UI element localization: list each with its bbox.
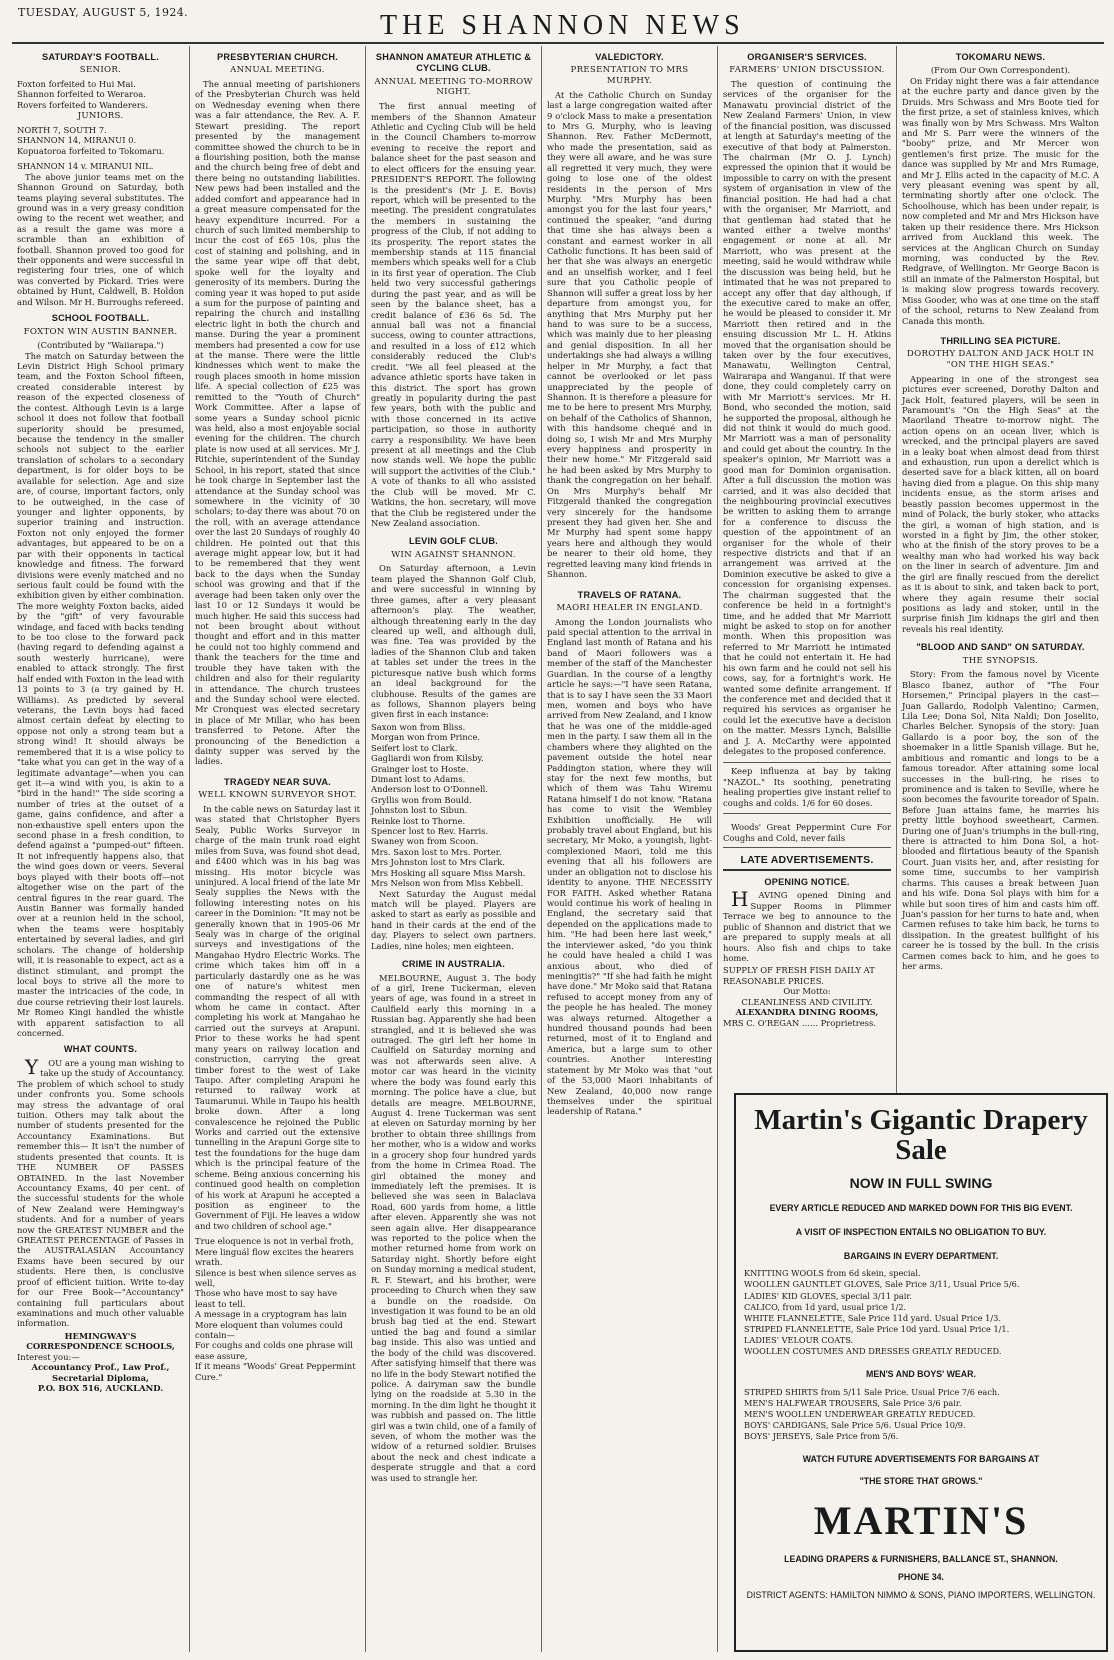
mens-item: STRIPED SHIRTS from 5/11 Sale Price. Usual Price 7/6 each.	[744, 1386, 1000, 1397]
mens-item: BOYS' JERSEYS, Sale Price from 5/6.	[744, 1431, 899, 1442]
byline: (Contributed by "Waiiarapa.")	[37, 340, 164, 351]
mens-heading: MEN'S AND BOYS' WEAR.	[866, 1368, 976, 1379]
golf-result: Gryllis won from Bould.	[371, 794, 472, 805]
signature-line: Interest you:—	[17, 1351, 80, 1362]
golf-result: Swaney won from Scoon.	[371, 836, 479, 847]
martins-name: MARTIN'S	[813, 1497, 1029, 1543]
golf-followup: Next Saturday the August medal match will be played. Players are asked to start as early as possible and hand in their cards at the end of the day. Players to select own partners. Ladies, nine holes; men eighteen.	[371, 888, 536, 951]
verse-line: A message in a cryptogram has lain	[195, 1309, 347, 1320]
signature-line: Accountancy Prof., Law Prof.,	[31, 1362, 170, 1373]
drapers-line: LEADING DRAPERS & FURNISHERS, BALLANCE ST., SHANNON.	[784, 1553, 1058, 1564]
suva-article: In the cable news on Saturday last it was stated that Christopher Byers Sealy, Public Works Surveyor in charge of the main trunk road eight miles from Suva, was found shot dead, and £400 which was in his bag was missing. His motor bicycle was uninjured. A local friend of the late Mr Sealy supplies the News with the following interesting notes on his career in the Dominion: "It may not be generally known that in 1905-06 Mr Sealy was in charge of the original surveys and investigations of the Mangahao Hydro Electric Works. The crime which takes him off in a particularly dastardly one as he was one of nature's whitest men commanding the respect of all with whom he came in contact. After completing his work at Mangahao he carried out the surveys at Arapuni. Prior to these works he had spent many years on railway location and construction, carrying the great timber forest to the west of Lake Taupo. After completing Arapuni he returned to railway work at Taumarunui. While in Taupo his health broke down. After a long convalescence he rejoined the Public Works and carried out the extensive tunnelling in the Arapuni Gorge site to test the foundations for the huge dam which is the principal feature of the scheme. Being anxious concerning his continued good health on completion of his work at Arapuni he accepted a position as engineer to the Government of Fiji. He leaves a widow and two children of school age."	[195, 803, 360, 1231]
levin-golf-article: On Saturday afternoon, a Levin team played the Shannon Golf Club, and were successful in winning by three games, after a very pleasant afternoon's play. The weather, although threatening early in the day cleared up well, and although dull, was fine. Tea was provided by the ladies of the Shannon Club and taken at tables set under the trees in the picturesque native bush which forms an ideal background for the clubhouse. Results of the games are as follows, Shannon players being given first in each instance:	[371, 563, 536, 720]
full-swing-banner: NOW IN FULL SWING	[849, 1174, 993, 1191]
athletic-article: The first annual meeting of members of the Shannon Amateur Athletic and Cycling Club will be held in the Council Chambers to-morrow evening to receive the report and balance sheet for the past season and to elect officers for the ensuing year. PRESIDENT'S REPORT. The following is the president's (Mr J. E. Bovis) report, which will be presented to the meeting. The president congratulates the members in sustaining the progress of the Club, if not adding to its prosperity. The report states the membership stands at 115 financial members which speaks well for a Club in its first year of operation. The Club held two very successful gatherings during the past year, and as will be seen by the balance sheet, has a credit balance of £36 6s 5d. The annual ball was not a financial success, owing to counter attractions, and resulted in a loss of £12 which considerably reduced the Club's credit. "We all feel pleased at the advance athletic sports have taken in this district. The sport has grown greatly in popularity during the past few years, both with the public and with those concerned in its active participation, so those in authority carry a responsibility. We have been present at all meetings and the Club now stands well. We hope the public will support the activities of the Club." A vote of thanks to all who assisted the Club will be moved. Mr C. Watkins, the hon. secretary, will move that the Club be registered under the New Zealand association.	[371, 101, 536, 528]
phone-line: PHONE 34.	[898, 1571, 944, 1582]
what-counts-ad: YOU are a young man wishing to take up the study of Accountancy. The problem of which school to study under confronts you. Some schools may stress the advantage of oral tuition. Others may talk about the number of students presented for the Accountancy Examinations. But remember this— It isn't the number of students presented that counts. It is THE NUMBER OF PASSES OBTAINED. In the last November Accountancy Exams, 40 per cent. of the successful students for the whole of New Zealand were Hemingway's students. And for a number of years now the GREATEST NUMBER and the GREATEST PERCENTAGE of Passes in the AUSTRALASIAN Accountancy Exams have been secured by our students. Here then, is conclusive proof of efficient tuition. Write to-day for our Free Book—"Accountancy" containing full particulars about examinations and much other valuable information.	[17, 1054, 184, 1329]
agents-line: DISTRICT AGENTS: HAMILTON NIMMO & SONS, PIANO IMPORTERS, WELLINGTON.	[746, 1589, 1096, 1600]
blood-sand-heading: "BLOOD AND SAND" ON SATURDAY.	[916, 642, 1085, 653]
bargain-item: STRIPED FLANNELETTE, Sale Price 10d yard. Usual Price 1/1.	[744, 1323, 1010, 1334]
masthead: THE SHANNON NEWS	[380, 10, 745, 41]
column-1	[12, 46, 189, 1652]
result-line: SHANNON 14, MIRANUI 0.	[17, 135, 137, 146]
golf-result: Reinke lost to Thorne.	[371, 815, 466, 826]
golf-result: Grainger lost to Hoste.	[371, 763, 469, 774]
opening-notice-heading: OPENING NOTICE.	[764, 877, 850, 888]
bargain-item: LADIES' VELOUR COATS.	[744, 1334, 854, 1345]
mens-item: MEN'S WOOLLEN UNDERWEAR GREATLY REDUCED.	[744, 1408, 976, 1419]
dining-rooms-name: ALEXANDRA DINING ROOMS,	[735, 1007, 879, 1018]
organiser-heading: ORGANISER'S SERVICES.	[747, 52, 867, 62]
mens-item: BOYS' CARDIGANS, Sale Price 5/6. Usual Price 10/9.	[744, 1419, 966, 1430]
suva-heading: TRAGEDY NEAR SUVA.	[224, 776, 331, 787]
organiser-subheading: FARMERS' UNION DISCUSSION.	[729, 65, 885, 76]
ratana-article: Among the London journalists who paid special attention to the arrival in England last month of Ratana and his band of Maori followers was a member of the staff of the Manchester Guardian. In the course of a lengthy article he says:—"I have seen Ratana, that is to say I have seen the 33 Maori men, women and boys who have arrived from New Zealand, and I know that he was one of the middle-aged men in the party. I saw them all in the chambers where they alighted on the pavement outside the hotel near Paddington station, where they will stay for the next few months, but which of them was Tahu Wiremu Ratana himself I do not know. "Ratana has come to visit the Wembley Exhibition unofficially. He will probably travel about England, but his secretary, Mr Moko, a youngish, light-complexioned Maori, told me this evening that all his followers are under an obligation not to disclose his identity to anyone. THE NECESSITY FOR FAITH. Asked whether Ratana would continue his work of healing in England, the secretary said that depended on the applications made to him. "He had been here last week," the interviewer asked, "do you think he could have healed a child I was anxious about, who died of meningitis?" "If she had faith he might have done." Mr Moko said that Ratana refused to accept money from any of the people he has healed. The money was always returned. Altogether a hundred thousand pounds had been returned, most of it to England and America, but a large sum to other countries. Another interesting statement by Mr Moko was that "out of the 53,000 Maori inhabitants of New Zealand, 40,000 now range themselves under the spiritual leadership of Ratana."	[547, 616, 712, 1117]
verse-line: More eloquent than volumes could contain—	[195, 1319, 343, 1341]
bargains-heading: BARGAINS IN EVERY DEPARTMENT.	[843, 1250, 999, 1261]
verse-line: True eloquence is not in verbal froth,	[195, 1236, 354, 1247]
presbyterian-article: The annual meeting of parishioners of the Presbyterian Church was held on Wednesday evening when there was a fair attendance, the Rev. A. F. Stewart presiding. The report presented by the management committee showed the church to be in a flourishing position, both the manse and the church being free of debt and there being no outstanding liabilities. New pews had been installed and the added comfort and appearance had in a great measure compensated for the heavy expenditure incurred. For a church of such limited membership to incur the cost of £65 10s, plus the cost of staining and polishing, and in the same year wipe off that debt, spoke well for the loyalty and generosity of its members. During the coming year it was hoped to put aside a sum for the purpose of painting and repairing the church and installing electric light in both the church and manse. During the year a prominent members had presented a cow for use at the manse. There were the little kindnesses which went to make the rough places smooth in home mission life. A special collection of £25 was remitted to the "Youth of Church" Work Committee. After a lapse of some years a Sunday school picnic was held, also a most enjoyable social evening for the children. The church plate is now used at all services. Mr J. Ritchie, superintendent of the Sunday School, in his report, stated that since he took charge in September last the attendance at the Sunday school was somewhere in the vicinity of 30 scholars; to-day there was about 70 on the roll, with an average attendance over the last 20 Sundays of roughly 40 children. He pointed out that this average might appear low, but it had to be remembered that they went back to the days when the Sunday school was growing and that if the average had been taken only over the last 10 or 12 Sundays it would be much higher. He said this success had not been brought about without thought and effort and in this matter he could not too highly commend and thank the teachers for the time and trouble they have taken with the children and also for their regularity in attendance. The church trustees and the Sunday school were elected. Mr Cronquest was elected secretary in place of Mr Millar, who has been transferred to Petone. After the pronouncing of the Benediction a dainty supper was served by the ladies.	[195, 79, 360, 767]
tokomaru-article: On Friday night there was a fair attendance at the euchre party and dance given by the Druids. Mrs Schwass and Mrs Boote tied for the first prize, a set of stainless knives, which was finally won by Mrs Schwass. Mrs Walton and Mr S. Parr were the winners of the "booby" prize, and Mr Mercer won gentlemen's first prize. The music for the dance was supplied by Mr and Mrs Rumage, and Mr J. Ellis acted in the capacity of M.C. A very pleasant evening was spent by all, terminating shortly after one o'clock. The Schoolhouse, which has been under repair, is now completed and Mr and Mrs Hickson have taken up their residence there. Mrs Hickson arrived from Auckland this week. The services at the Anglican Church on Sunday morning, was conducted by the Rev. Redgrave, of Wellington. Mr George Bacon is still an inmate of the Palmerston Hospital, but is making slow progress towards recovery. Miss Gooder, who was at one time on the staff of the school, returns to New Zealand from Canada this month.	[902, 75, 1099, 326]
sea-picture-heading: THRILLING SEA PICTURE.	[940, 335, 1061, 346]
late-ads-heading: LATE ADVERTISEMENTS.	[723, 854, 891, 871]
ratana-subheading: MAORI HEALER IN ENGLAND.	[556, 602, 703, 613]
athletic-subheading: ANNUAL MEETING TO-MORROW NIGHT.	[374, 76, 533, 98]
golf-result: Gagliardi won from Kilsby.	[371, 753, 484, 764]
column-2	[189, 46, 365, 1652]
verse-line: Mere linguál flow excites the hearers wrath.	[195, 1246, 354, 1268]
synopsis-subheading: THE SYNOPSIS.	[962, 655, 1039, 666]
bargain-item: WOOLLEN COSTUMES AND DRESSES GREATLY REDUCED.	[744, 1345, 1002, 1356]
martins-drapery-advert	[734, 1093, 1108, 1652]
supply-line: SUPPLY OF FRESH FISH DAILY AT REASONABLE PRICES.	[723, 965, 875, 986]
golf-result: Mrs. Saxon lost to Mrs. Porter.	[371, 846, 502, 857]
mens-item: MEN'S HALFWEAR TROUSERS, Sale Price 3/6 pair.	[744, 1397, 962, 1408]
verse-line: Silence is best when silence serves as well,	[195, 1267, 357, 1288]
bargain-item: KNITTING WOOLS from 6d skein, special.	[744, 1268, 921, 1279]
golf-result: Saxon won from Bliss.	[371, 721, 466, 732]
issue-date: TUESDAY, AUGUST 5, 1924.	[18, 6, 189, 19]
column-4	[541, 46, 717, 1652]
football-heading: SATURDAY'S FOOTBALL.	[42, 52, 159, 62]
levin-golf-heading: LEVIN GOLF CLUB.	[409, 536, 498, 547]
signature-line: CORRESPONDENCE SCHOOLS,	[26, 1341, 175, 1352]
bargain-item: LADIES' KID GLOVES, special 3/11 pair.	[744, 1290, 913, 1301]
blood-sand-article: Story: From the famous novel by Vicente Blasco Ibanez, author of "The Four Horsemen," Principal players in the cast—Juan Gallardo, Rodolph Valentino; Carmen, Lila Lee; Dona Sol, Nita Naldi; Don Joselito, Charles Belcher. Synopsis of the story: Juan Gallardo is a poor boy, the son of the shoemaker in a little Spanish village. But he, ambitious and romantic and longs to be a famous toreador. After attaining some local successes in the bull-ring, he rises to prominence and is taken to Seville, where he soon becomes the favourite toreador of Spain. Before Juan attains fame, he marries his pretty little boyhood sweetheart, Carmen. During one of Juan's triumphs in the bull-ring, there is attracted to him Dona Sol, a hot-blooded and flirtatious beauty of the Spanish Court. Juan visits her, and, after resisting for some time, succumbs to her vampirish charms. This causes a break between Juan and his wife. Dona Sol plays with him for a while but soon tires of him and casts him off. Juan's passion for her turns to hate and, when Carmen refuses to take him back, he turns to dissipation. In the greatest bullfight of his career he is tossed by the bull. In the crisis Carmen comes back to him, and he goes to her arms.	[902, 669, 1099, 972]
correspondent-note: (From Our Own Correspondent).	[930, 65, 1071, 76]
golf-result: Mrs Hosking all square Miss Marsh.	[371, 867, 526, 878]
golf-result: Mrs Nelson won from Miss Kebbell.	[371, 878, 524, 889]
juniors-heading: JUNIORS.	[77, 111, 124, 122]
ratana-heading: TRAVELS OF RATANA.	[577, 589, 682, 600]
presbyterian-subheading: ANNUAL MEETING.	[230, 65, 325, 76]
bargain-item: CALICO, from 1d yard, usual price 1/2.	[744, 1301, 907, 1312]
motto-label: Our Motto:	[783, 986, 831, 997]
result-line: Kopuatoroa forfeited to Tokomaru.	[17, 145, 165, 156]
result-line: Rovers forfeited to Wanderers.	[17, 99, 148, 110]
result-line: NORTH 7, SOUTH 7.	[17, 124, 107, 135]
result-line: Foxton forfeited to Hui Mai.	[17, 79, 136, 90]
match-report: The above junior teams met on the Shannon Ground on Saturday, both teams playing several substitutes. The ground was in a very greasy condition owing to the recent wet weather, and as a result the game was more a scramble than an exhibition of football. Shannon proved too good for their opponents and were successful in registering four tries, one of which was converted by Pickard. Tries were obtained by Hunt, Caldwell, B. Holdon and Wilson. Mr H. Burroughs refereed.	[17, 171, 184, 307]
valedictory-article: At the Catholic Church on Sunday last a large congregation waited after 9 o'clock Mass to make a presentation to Mrs G. Murphy, who is leaving Shannon. Rev. Father McDermott, who made the presentation, said as they were all aware, and he was sure all regretted it very much, they were going to lose one of the oldest residents in the person of Mrs Murphy. "Mrs Murphy has been amongst you for the last four years," continued the speaker, "and during that time she has always been a constant and earnest worker in all Catholic functions. It has been said of her that she was always an energetic and an unselfish worker, and I feel sure that you Catholic people of Shannon will suffer a great loss by her departure from amongst you, for anything that Mrs Murphy put her hand to was sure to be a success, which was mainly due to her pleasing and genial disposition. In all her undertakings she had always a willing helper in Mr Murphy, a fact that cannot be overlooked or let pass unappreciated by the people of Shannon. It is therefore a pleasure for me to be here to present Mrs Murphy, on behalf of the Catholics of Shannon, with this handsome chequé and in doing so, I wish Mr and Mrs Murphy every happiness and prosperity in their new home." Mr Fitzgerald said he had been asked by Mrs Murphy to thank the congregation on her behalf. On Mrs Murphy's behalf Mr Fitzgerald thanked the congregation very sincerely for the handsome present they had given her. She and Mr Murphy had spent some happy years here and although they would be nearer to their old home, they regretted leaving many kind friends in Shannon.	[547, 89, 712, 580]
golf-result: Morgan won from Prince.	[371, 732, 481, 743]
organiser-article: The question of continuing the services of the organiser for the Manawatu provincial district of the New Zealand Farmers' Union, in view of the financial position, was discussed at length at Saturday's meeting of the executive of that body at Palmerston. The chairman (Mr O. J. Lynch) expressed the opinion that it would be impossible to carry on with the present system of organisation in view of the financial position. He had had a chat with the organiser, Mr Marriott, and that gentleman had stated that he wanted either a twelve months' engagement or none at all. Mr Marriott, who was present at the meeting, said he would withdraw while the discussion was being held, but he intimated that he was not prepared to accept any offer that day although, if the executive cared to make an offer, he would be pleased to consider it. Mr Marriott then retired and in the ensuing discussion Mr L. H. Atkins moved that the organisation should be taken over by the four executives, Manawatu, Wellington Central, Wairarapa and Wanganui. If that were done, they could completely carry on with Mr Marriott's services. Mr H. Bond, who seconded the motion, said he supported the proposal, although he did not think it would do much good. Mr Marriott was a man of personality and could get about the country. In the speaker's opinion, Mr Marriott was a good man for Dominion organisation. After a full discussion the motion was carried, and it was also decided that the neighbouring provincial executives be written to asking them to arrange for a conference to discuss the question of the appointment of an organiser for the whole of their respective districts and that if an arrangement was arrived at the Dominion executive be asked to give a concession for organising expenses. The chairman suggested that the conference be held in a fortnight's time, and he added that Mr Marriott might be asked to stop on for another month. When this proposition was referred to Mr Marriott he intimated that he could not entertain it. He had his own farm and he could not sell his cows, say, for a fortnight's work. He wanted some definite arrangement. If the conference met and decided that it required his services as organiser he could let the executive have a decision on the matter. Messrs Lynch, Balsillie and J. A. McCarthy were appointed delegates to the proposed conference.	[723, 79, 891, 757]
signature-line: Secretarial Diploma,	[52, 1372, 149, 1383]
proprietress: MRS C. O'REGAN ...... Proprietress.	[723, 1017, 876, 1028]
woods-advert: Woods' Great Peppermint Cure For Coughs and Cold, never fails	[723, 822, 891, 843]
opening-notice-text: HAVING opened Dining and Supper Rooms in Plimmer Terrace we beg to announce to the public of Shannon and district that we are prepared to supply meals at all hours. Also fish and chips to take home.	[723, 887, 891, 963]
verse-line: For coughs and colds one phrase will ease assure,	[195, 1340, 353, 1361]
crime-heading: CRIME IN AUSTRALIA.	[402, 959, 505, 970]
golf-result: Mrs Johnston lost to Mrs Clark.	[371, 857, 505, 868]
signature-line: P.O. BOX 516, AUCKLAND.	[37, 1382, 164, 1393]
school-football-article: The match on Saturday between the Levin District High School primary team, and the Foxton School fifteen, created considerable interest by reason of the expected closeness of the contest. Although Levin is a large school it does not follow that football superiority should be presumed, because the tendency in the smaller schools not subject to the earlier translation of scholars to a secondary department, is for older boys to be available for selection. Age and size are, of course, important factors, only to be outweighed, in the case of younger and lighter opponents, by superior training and instruction. Foxton not only enjoyed the former advantages, but appeared to be on a par with their opponents in tactical knowledge and fitness. The forward divisions were evenly matched and no serious fault could be found with the exhibition given by either combination. The more weighty Foxton backs, aided by the "gift" of very favourable windage, and faced with backs tending to be too close to the forward pack (having regard to defending against a south westerly hurricane), were enabled to attack strongly. The first half ended with Foxton in the lead with 13 points to 3 (a try gained by H. Williams). As predicted by several veterans, the Levin boys had faced almost certain defeat by electing to oppose not only a strong team but a strong wind! It should always be remembered that it is a wise policy to "take what you can get in the way of a legitimate advantage"—when you can get it—a wind with you, is akin to a "bird in the hand!" The side scoring a number of tries at the outset of a game, gains confidence, and after a non-exhaustive spell enters upon the second phase in a fresh condition, to defend against a "pumped-out" fifteen. It not infrequently happens also, that the wind goes down or veers. Several boys played with their boots off—not altogether wise on the part of the central figures in the rear guard. The Austin Banner was formally handed over at a reunion held in the school, when the teams were hospitably entertained by several ladies, and girl scholars. The change of holdership will, it is reasonable to expect, act as a distinct stimulant, and prompt the local boys to strive all the more to master the intricacies of the code, in due course retrieving their lost laurels. Mr Romeo Kingi handled the whistle with apparent satisfaction to all concerned.	[17, 350, 184, 1039]
golf-result: Dimant lost to Adams.	[371, 773, 466, 784]
bargain-item: WHITE FLANNELETTE, Sale Price 11d yard. Usual Price 1/3.	[744, 1312, 1001, 1323]
verse-line: If it means "Woods' Great Peppermint Cure."	[195, 1361, 356, 1382]
watch-line: WATCH FUTURE ADVERTISEMENTS FOR BARGAINS AT	[802, 1454, 1040, 1465]
signature-line: HEMINGWAY'S	[64, 1330, 137, 1341]
senior-heading: SENIOR.	[79, 65, 122, 76]
nazol-advert: Keep influenza at bay by taking "NAZOL." Its soothing, penetrating healing properties give instant relief to coughs and colds. 1/6 for 60 doses.	[723, 766, 891, 808]
school-football-heading: SCHOOL FOOTBALL.	[51, 313, 150, 324]
golf-result: Spencer lost to Rev. Harris.	[371, 826, 489, 837]
motto: CLEANLINESS AND CIVILITY.	[741, 996, 873, 1007]
levin-golf-subheading: WIN AGAINST SHANNON.	[391, 549, 516, 560]
column-3	[365, 46, 541, 1652]
presbyterian-heading: PRESBYTERIAN CHURCH.	[217, 52, 338, 62]
advert-line: A VISIT OF INSPECTION ENTAILS NO OBLIGATION TO BUY.	[795, 1226, 1047, 1237]
bargain-item: WOOLLEN GAUNTLET GLOVES, Sale Price 3/11, Usual Price 5/6.	[744, 1279, 1020, 1290]
golf-result: Johnston lost to Sibun.	[371, 805, 468, 816]
advert-title: Martin's Gigantic Drapery	[754, 1104, 1088, 1136]
what-counts-heading: WHAT COUNTS.	[63, 1044, 138, 1055]
match-heading: SHANNON 14 v. MIRANUI NIL.	[17, 161, 154, 172]
valedictory-heading: VALEDICTORY.	[595, 52, 664, 62]
crime-article: MELBOURNE, August 3. The body of a girl, Irene Tuckerman, eleven years of age, was found in a street in Caulfield early this morning in a Russian bag. Apparently she had been strangled, and it is believed she was outraged. The girl left her home in Caulfield on Saturday morning and was not afterwards seen alive. A motor car was heard in the vicinity where the body was found early this morning. The police have a clue, but details are meagre. MELBOURNE, August 4. Irene Tuckerman was sent at eleven on Saturday morning by her brother to obtain three shillings from her mother, who is a widow and works in a grocery shop four hundred yards from the home in Crimea Road. The girl obtained the money and immediately left the premises. It is believed she was seen in Balaclava Road, 600 yards from home, a little after eleven. Apparently she was not seen again alive. Her disappearance was reported to the police when the mother returned home from work on Saturday night. Shortly before eight on Sunday morning a medical student, R. F. Stewart, and his brother, were proceeding to Church when they saw a bundle on the roadside. On investigation it was found to be an old brush bag tied at the end. Stewart untied the bag and found a similar bag inside. This also was untied and the body of the child was discovered. After satisfying himself that there was no life in the body Stewart notified the police. A dairyman saw the bundle lying on the roadside at 5.30 in the morning. In the dim light he thought it was rubbish and passed on. The little girl was a twin child, one of a family of seven, of whom the mother was the widow of a returned soldier. Bruises about the neck and chest indicate a desperate struggle and that a cord was used to strangle her.	[371, 972, 536, 1483]
school-football-subheading: FOXTON WIN AUSTIN BANNER.	[23, 326, 178, 337]
golf-result: Seifert lost to Clark.	[371, 742, 458, 753]
advert-title-sale: Sale	[895, 1134, 947, 1167]
tokomaru-heading: TOKOMARU NEWS.	[955, 52, 1046, 62]
advert-line: EVERY ARTICLE REDUCED AND MARKED DOWN FOR THIS BIG EVENT.	[769, 1202, 1073, 1213]
suva-subheading: WELL KNOWN SURVEYOR SHOT.	[198, 790, 357, 801]
valedictory-subheading: PRESENTATION TO MRS MURPHY.	[570, 65, 689, 87]
top-rule	[12, 42, 1104, 44]
verse-line: Those who have most to say have least to tell.	[195, 1288, 338, 1309]
result-line: Shannon forfeited to Weraroa.	[17, 89, 146, 100]
golf-result: Anderson lost to O'Donnell.	[371, 784, 488, 795]
sea-picture-subheading: DOROTHY DALTON AND JACK HOLT IN "ON THE HIGH SEAS."	[906, 349, 1095, 371]
store-slogan: "THE STORE THAT GROWS."	[859, 1475, 983, 1486]
sea-picture-article: Appearing in one of the strongest sea pictures ever screened, Dorothy Dalton and Jack Holt, featured players, will be seen in Paramount's "On the High Seas" at the Maoriland Theatre to-morrow night. The action opens on an ocean liver, which is wrecked, and the principal players are saved in a leaky boat when almost dead from thirst and exhaustion, run upon a derelict which is deserted save for a black kitten, all on board having died from a plague. On this ship many incidents ensue, as the storm arises and beastly passion becomes uppermost in the mind of Polack, the burly stoker, who attacks the girl, a woman of high station, and is worsted in a fight by Jim, the other stoker, who at the finish of the story proves to be a wealthy man who had worked his way back on the liner in search of adventure. Jim and the girl are finally rescued from the derelict as it is about to sink, and taken back to port, where they again resume their social positions as lady and stoker, until in the surprise finish Jim kidnaps the girl and then reveals his real identity.	[902, 373, 1099, 634]
athletic-heading: SHANNON AMATEUR ATHLETIC & CYCLING CLUB.	[375, 52, 532, 74]
